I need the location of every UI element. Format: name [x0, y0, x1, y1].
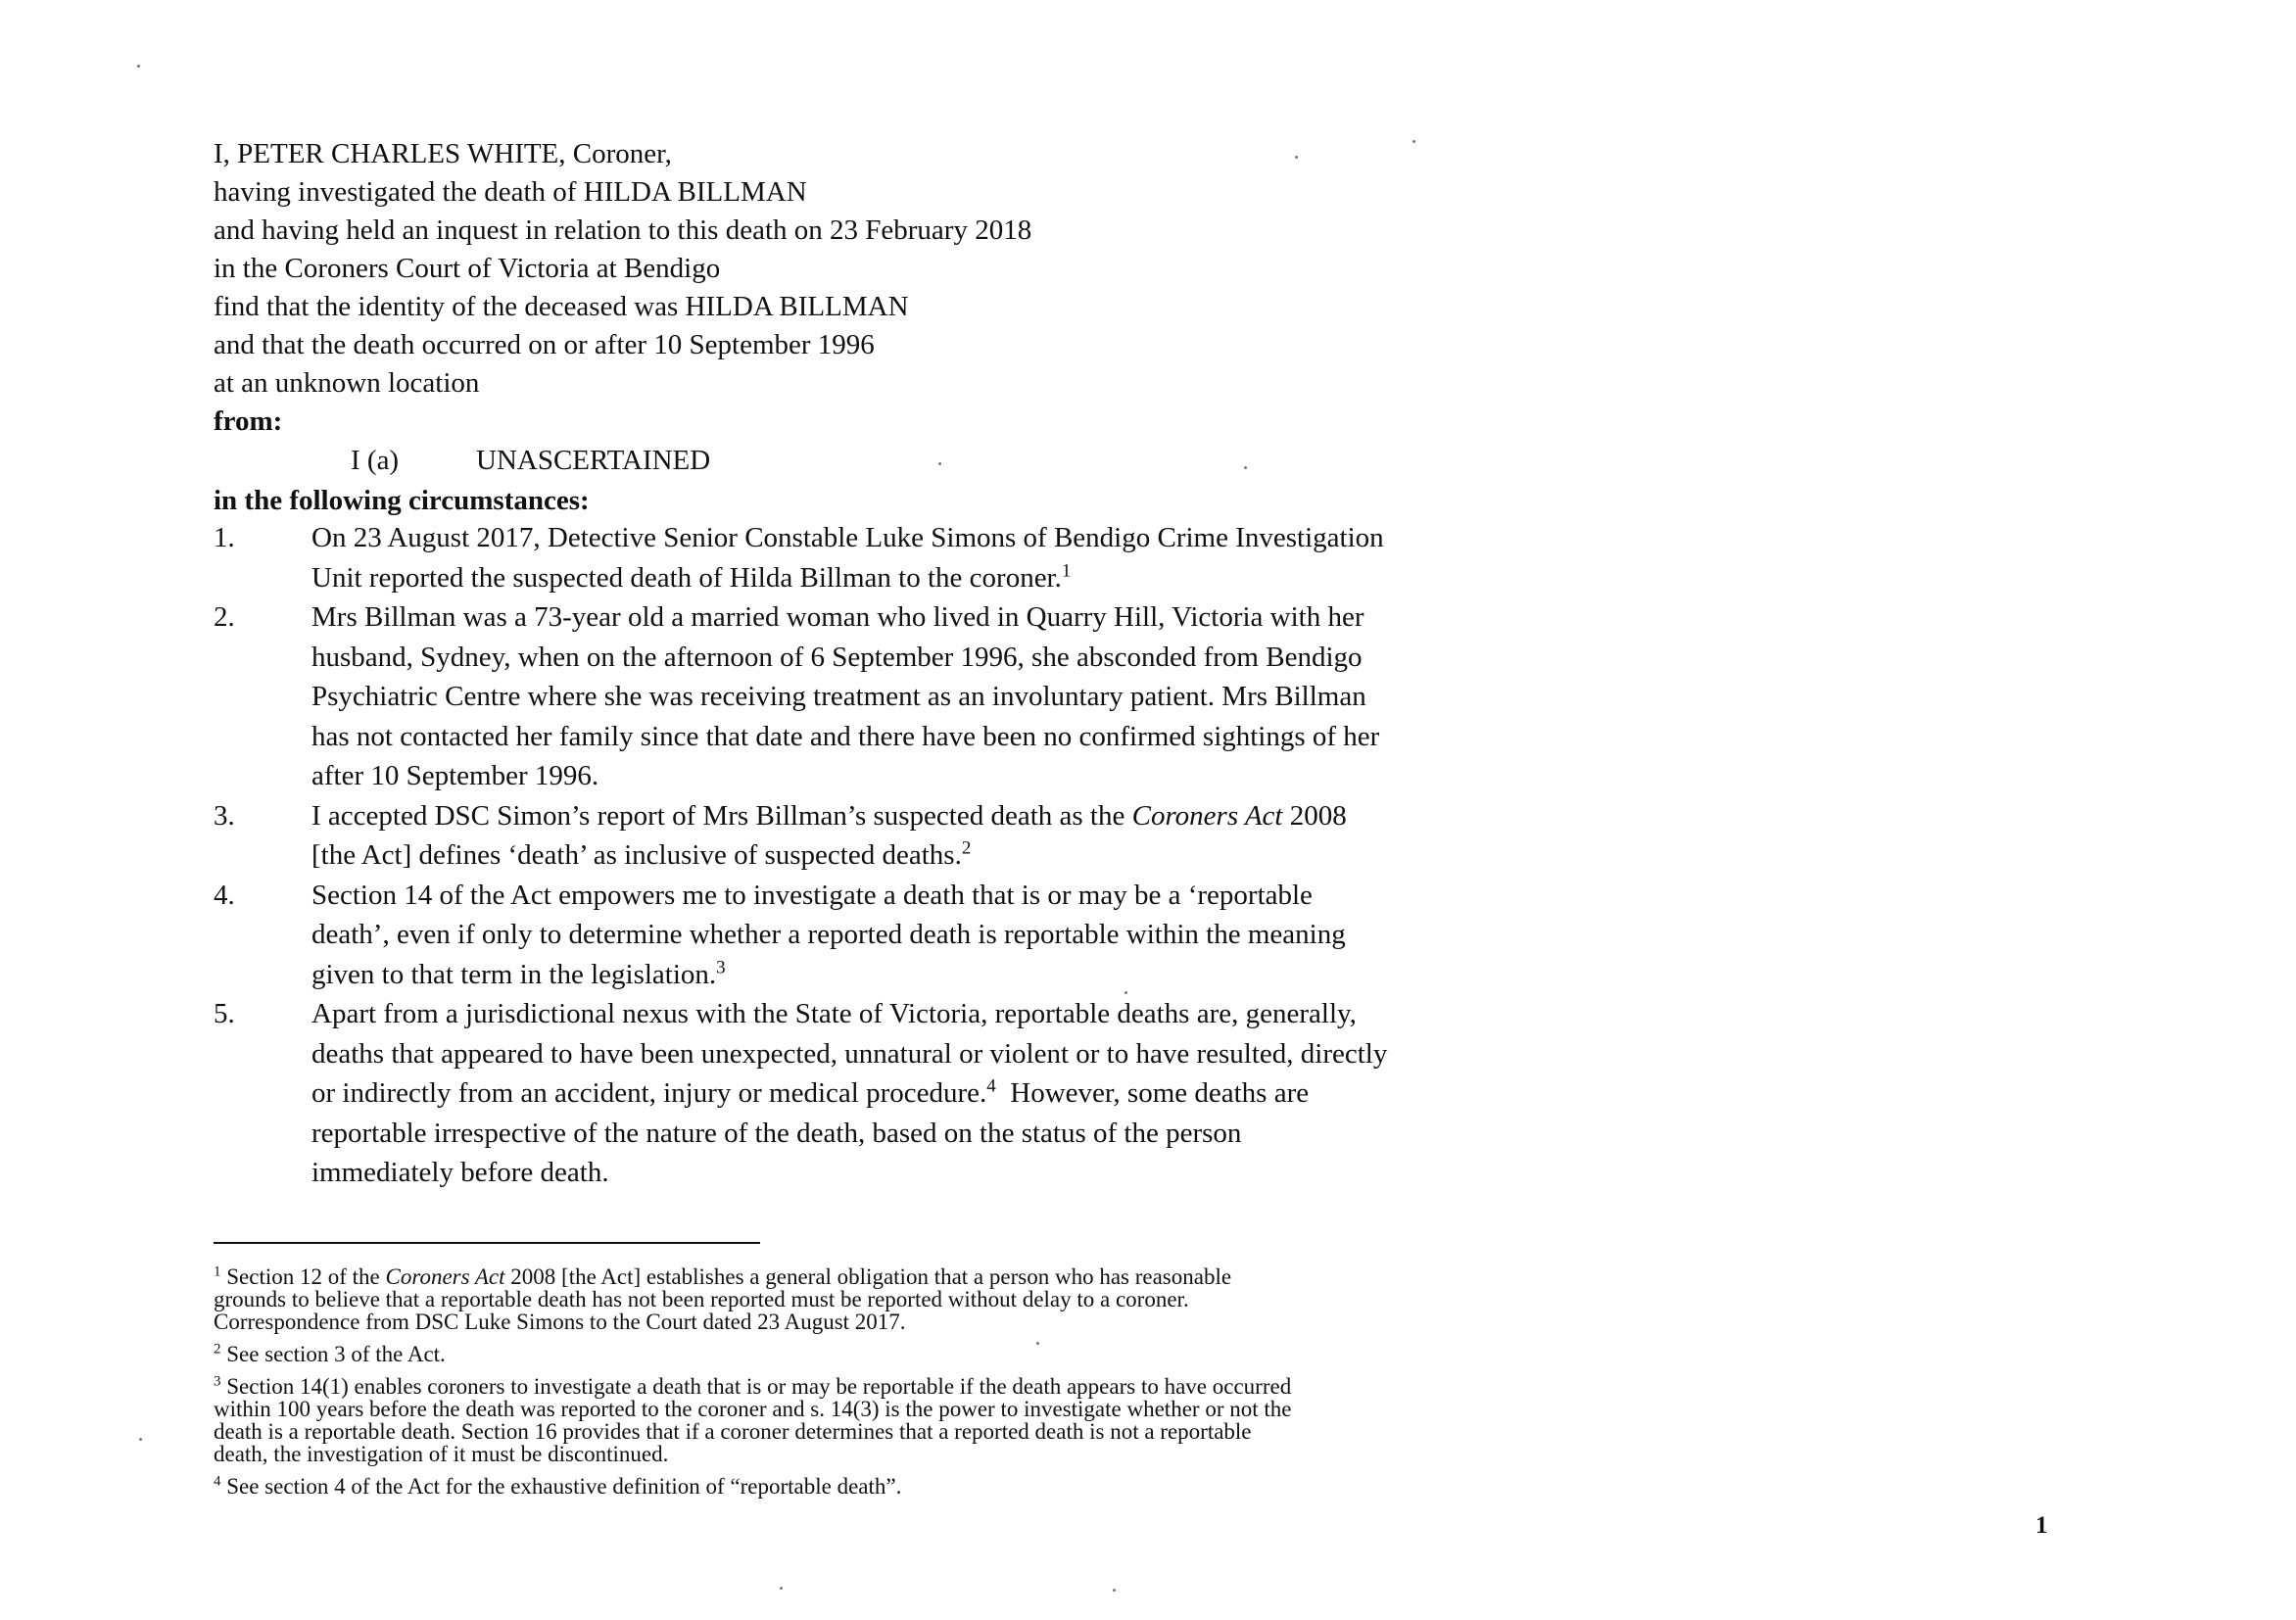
paragraph-body	[311, 597, 2065, 796]
text-run: Mrs Billman was a 73-year old a married woman who lived in Quarry Hill, Victoria with her	[311, 601, 1364, 633]
paragraph-number: 1.	[214, 522, 235, 553]
paragraph-line	[311, 955, 2065, 995]
act-title: Coroners Act	[1131, 799, 1283, 832]
scan-speck	[139, 1438, 142, 1441]
footnote-reference[interactable]: 1	[1061, 559, 1072, 581]
paragraph-line	[311, 1034, 2065, 1074]
footnote-line	[214, 1265, 2055, 1288]
text-run: or indirectly from an accident, injury or medical procedure.	[311, 1077, 987, 1109]
footnote	[214, 1375, 2055, 1465]
text-run: death is a reportable death. Section 16 provides that if a coroner determines that a reported death is not a reportable	[214, 1419, 1252, 1444]
text-run: has not contacted her family since that date and there have been no confirmed sightings of her	[311, 720, 1380, 752]
circumstances-paragraphs	[214, 518, 2075, 1193]
text-run: See section 3 of the Act.	[226, 1342, 446, 1366]
text-run: given to that term in the legislation.	[311, 958, 717, 990]
circumstances-heading: in the following circumstances:	[214, 485, 590, 516]
footnote-line	[214, 1420, 2055, 1443]
footnote-reference[interactable]: 2	[961, 837, 972, 859]
text-run: However, some deaths are	[995, 1077, 1310, 1109]
paragraph-line	[311, 597, 2065, 638]
numbered-paragraph	[214, 994, 2075, 1193]
footnote-reference[interactable]: 3	[716, 956, 726, 977]
text-run: Section 14(1) enables coroners to investigate a death that is or may be reportable if the death appears to have occurred	[226, 1374, 1292, 1399]
footnote-line	[214, 1310, 2055, 1333]
paragraph-line	[311, 756, 2065, 796]
text-run: 2008 [the Act] establishes a general obligation that a person who has reasonable	[504, 1264, 1232, 1289]
footnote-mark: 3	[214, 1373, 221, 1390]
finding-preamble	[214, 135, 1031, 441]
act-title: Coroners Act	[385, 1264, 505, 1289]
paragraph-number: 4.	[214, 879, 235, 911]
preamble-line: and having held an inquest in relation to this death on 23 February 2018	[214, 214, 1032, 246]
text-run: Section 14 of the Act empowers me to investigate a death that is or may be a ‘reportable	[311, 879, 1313, 911]
text-run: On 23 August 2017, Detective Senior Constable Luke Simons of Bendigo Crime Investigation	[311, 522, 1384, 553]
paragraph-body	[311, 876, 2065, 995]
text-run: reportable irrespective of the nature of the death, based on the status of the person	[311, 1117, 1242, 1149]
footnotes	[214, 1265, 2055, 1507]
text-run: immediately before death.	[311, 1157, 609, 1188]
paragraph-body	[311, 796, 2065, 876]
paragraph-line	[311, 558, 2065, 598]
numbered-paragraph	[214, 597, 2075, 796]
footnote-mark: 2	[214, 1341, 221, 1358]
paragraph-line	[311, 835, 2065, 876]
paragraph-line	[311, 1153, 2065, 1193]
paragraph-line	[311, 638, 2065, 678]
footnote-line	[214, 1475, 2055, 1498]
preamble-line: I, PETER CHARLES WHITE, Coroner,	[214, 138, 672, 169]
footnote-line	[214, 1443, 2055, 1465]
scan-speck	[137, 65, 140, 68]
text-run: Unit reported the suspected death of Hilda Billman to the coroner.	[311, 561, 1062, 594]
footnote-line	[214, 1343, 2055, 1365]
text-run: grounds to believe that a reportable death has not been reported must be reported without delay to a coroner.	[214, 1287, 1189, 1311]
footnote-reference[interactable]: 4	[986, 1075, 996, 1097]
paragraph-line	[311, 994, 2065, 1034]
text-run: after 10 September 1996.	[311, 760, 599, 791]
text-run: Section 12 of the	[226, 1264, 386, 1289]
text-run: Apart from a jurisdictional nexus with the State of Victoria, reportable deaths are, generally,	[311, 998, 1357, 1029]
preamble-line: at an unknown location	[214, 367, 480, 399]
text-run: See section 4 of the Act for the exhaustive definition of “reportable death”.	[226, 1474, 902, 1499]
paragraph-number: 3.	[214, 799, 235, 832]
preamble-line: having investigated the death of HILDA BILLMAN	[214, 176, 807, 208]
footnote-separator	[214, 1242, 760, 1244]
paragraph-line	[311, 1114, 2065, 1154]
footnote-mark: 1	[214, 1263, 221, 1280]
page-number: 1	[2035, 1512, 2048, 1539]
footnote-line	[214, 1288, 2055, 1310]
scan-speck	[1124, 991, 1127, 994]
paragraph-line	[311, 1073, 2065, 1114]
cause-of-death	[214, 442, 710, 480]
numbered-paragraph	[214, 518, 2075, 597]
paragraph-line	[311, 717, 2065, 757]
scan-speck	[1244, 466, 1247, 469]
paragraph-line	[311, 915, 2065, 955]
footnote-line	[214, 1398, 2055, 1420]
preamble-line: find that the identity of the deceased was HILDA BILLMAN	[214, 291, 909, 322]
footnote	[214, 1265, 2055, 1333]
text-run: deaths that appeared to have been unexpected, unnatural or violent or to have resulted, directly	[311, 1037, 1388, 1070]
text-run: Psychiatric Centre where she was receiving treatment as an involuntary patient. Mrs Billman	[311, 681, 1366, 712]
paragraph-number: 2.	[214, 601, 235, 633]
numbered-paragraph	[214, 796, 2075, 876]
scan-speck	[1113, 1589, 1116, 1592]
scan-speck	[1412, 140, 1415, 143]
scan-speck	[1295, 156, 1298, 159]
paragraph-body	[311, 518, 2065, 597]
text-run: I accepted DSC Simon’s report of Mrs Billman’s suspected death as the	[311, 799, 1132, 832]
text-run: death’, even if only to determine whether a reported death is reportable within the meaning	[311, 919, 1346, 950]
text-run: husband, Sydney, when on the afternoon of 6 September 1996, she absconded from Bendigo	[311, 641, 1363, 673]
footnote	[214, 1343, 2055, 1365]
scan-speck	[938, 462, 941, 465]
paragraph-body	[311, 994, 2065, 1193]
scan-speck	[1036, 1342, 1039, 1345]
from-label: from:	[214, 405, 283, 437]
paragraph-line	[311, 677, 2065, 717]
text-run: death, the investigation of it must be discontinued.	[214, 1442, 669, 1466]
text-run: [the Act] defines ‘death’ as inclusive of suspected deaths.	[311, 839, 962, 871]
footnote	[214, 1475, 2055, 1498]
paragraph-number: 5.	[214, 998, 235, 1029]
numbered-paragraph	[214, 876, 2075, 995]
text-run: Correspondence from DSC Luke Simons to the Court dated 23 August 2017.	[214, 1310, 906, 1334]
footnote-line	[214, 1375, 2055, 1398]
preamble-line: in the Coroners Court of Victoria at Bendigo	[214, 253, 721, 284]
cause-id: I (a)	[351, 445, 400, 476]
text-run: 2008	[1282, 799, 1347, 832]
preamble-line: and that the death occurred on or after 10 September 1996	[214, 329, 875, 360]
footnote-mark: 4	[214, 1473, 221, 1490]
text-run: within 100 years before the death was reported to the coroner and s. 14(3) is the power to investigate whether or not the	[214, 1397, 1292, 1421]
scan-speck	[780, 1587, 783, 1590]
paragraph-line	[311, 876, 2065, 916]
paragraph-line	[311, 796, 2065, 836]
paragraph-line	[311, 518, 2065, 558]
cause-text: UNASCERTAINED	[476, 445, 711, 476]
